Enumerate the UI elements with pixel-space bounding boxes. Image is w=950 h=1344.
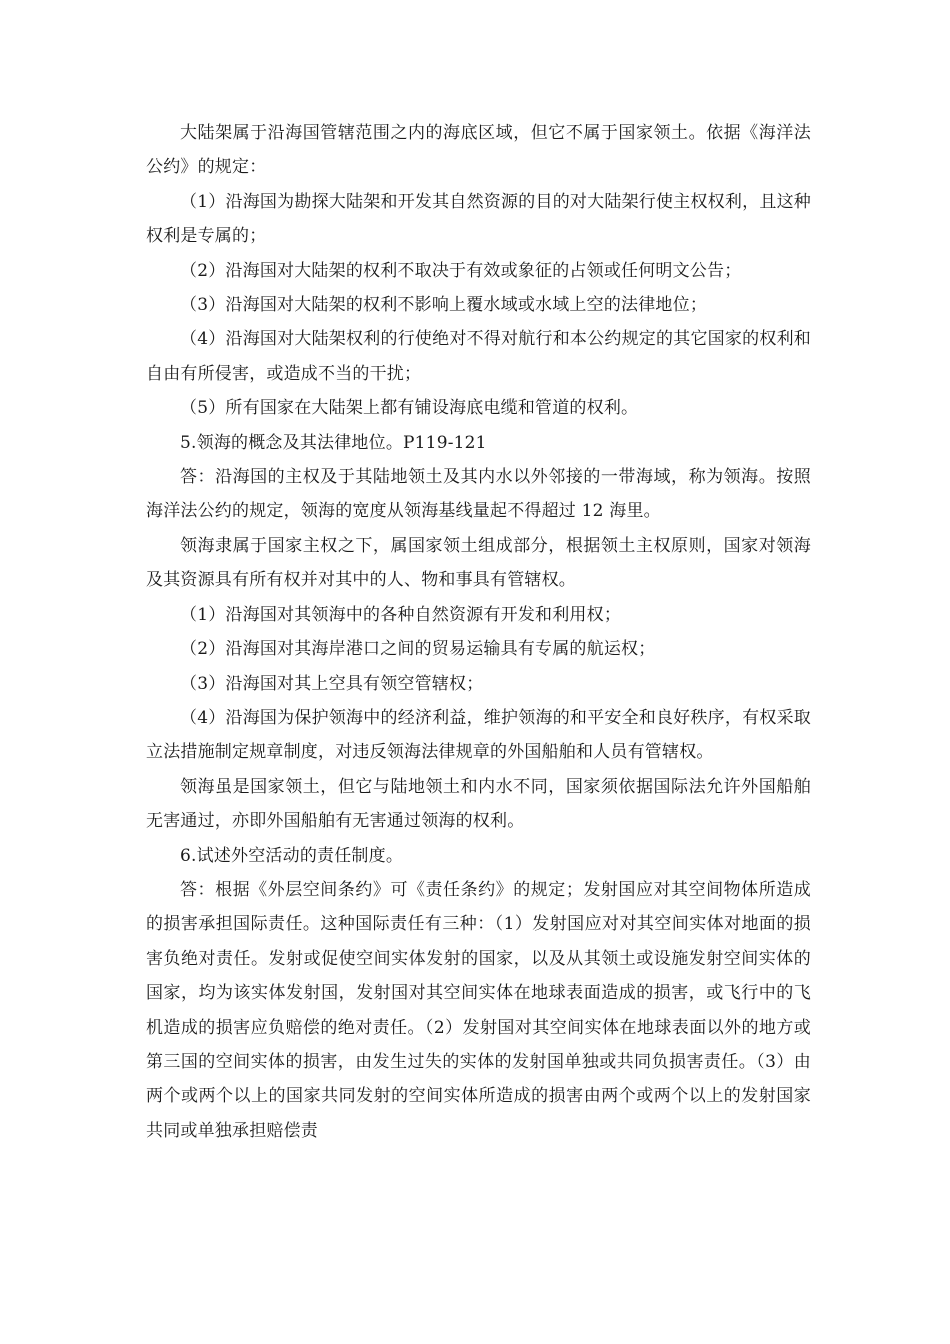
answer-6-liability: 答：根据《外层空间条约》可《责任条约》的规定；发射国应对其空间物体所造成的损害承担国际责任。这种国际责任有三种：（1）发射国应对对其空间实体对地面的损害负绝对责任。发射或促使空间实体发射的国家，以及从其领土或设施发射空间实体的国家，均为该实体发射国，发射国对其空间实体在地球表面造成的损害，或飞行中的飞机造成的损害应负赔偿的绝对责任。（2）发射国对其空间实体在地球表面以外的地方或第三国的空间实体的损害，由发生过失的实体的发射国单独或共同负损害责任。（3）由两个或两个以上的国家共同发射的空间实体所造成的损害由两个或两个以上的发射国家共同或单独承担赔偿责: [146, 879, 811, 1141]
paragraph-shelf-item-4: （4）沿海国对大陆架权利的行使绝对不得对航行和本公约规定的其它国家的权利和自由有所侵害，或造成不当的干扰；: [146, 329, 811, 384]
paragraph-shelf-item-2: （2）沿海国对大陆架的权利不取决于有效或象征的占领或任何明文公告；: [180, 260, 742, 281]
paragraph-shelf-item-3: （3）沿海国对大陆架的权利不影响上覆水域或水域上空的法律地位；: [180, 295, 708, 316]
paragraph-sea-item-1: （1）沿海国对其领海中的各种自然资源有开发和利用权；: [180, 604, 622, 625]
paragraph-sea-item-3: （3）沿海国对其上空具有领空管辖权；: [180, 673, 484, 694]
paragraph-continental-shelf-intro: 大陆架属于沿海国管辖范围之内的海底区域，但它不属于国家领土。依据《海洋法公约》的规定：: [146, 123, 811, 178]
answer-5-definition: 答：沿海国的主权及于其陆地领土及其内水以外邻接的一带海域，称为领海。按照海洋法公约的规定，领海的宽度从领海基线量起不得超过 12 海里。: [146, 467, 811, 522]
paragraph-shelf-item-1: （1）沿海国为勘探大陆架和开发其自然资源的目的对大陆架行使主权权利，且这种权利是专属的；: [146, 191, 811, 247]
question-6-heading: 6.试述外空活动的责任制度。: [180, 845, 404, 866]
paragraph-innocent-passage: 领海虽是国家领土，但它与陆地领土和内水不同，国家须依据国际法允许外国船舶无害通过，亦即外国船舶有无害通过领海的权利。: [146, 776, 811, 832]
document-body: [146, 116, 811, 1148]
paragraph-sea-item-2: （2）沿海国对其海岸港口之间的贸易运输具有专属的航运权；: [180, 639, 656, 660]
question-5-heading: 5.领海的概念及其法律地位。P119-121: [180, 432, 487, 453]
paragraph-shelf-item-5: （5）所有国家在大陆架上都有铺设海底电缆和管道的权利。: [180, 398, 639, 419]
paragraph-sea-item-4: （4）沿海国为保护领海中的经济利益，维护领海的和平安全和良好秩序，有权采取立法措施制定规章制度，对违反领海法律规章的外国船舶和人员有管辖权。: [146, 707, 811, 763]
answer-5-legal-status: 领海隶属于国家主权之下，属国家领土组成部分，根据领土主权原则，国家对领海及其资源具有所有权并对其中的人、物和事具有管辖权。: [146, 535, 811, 591]
